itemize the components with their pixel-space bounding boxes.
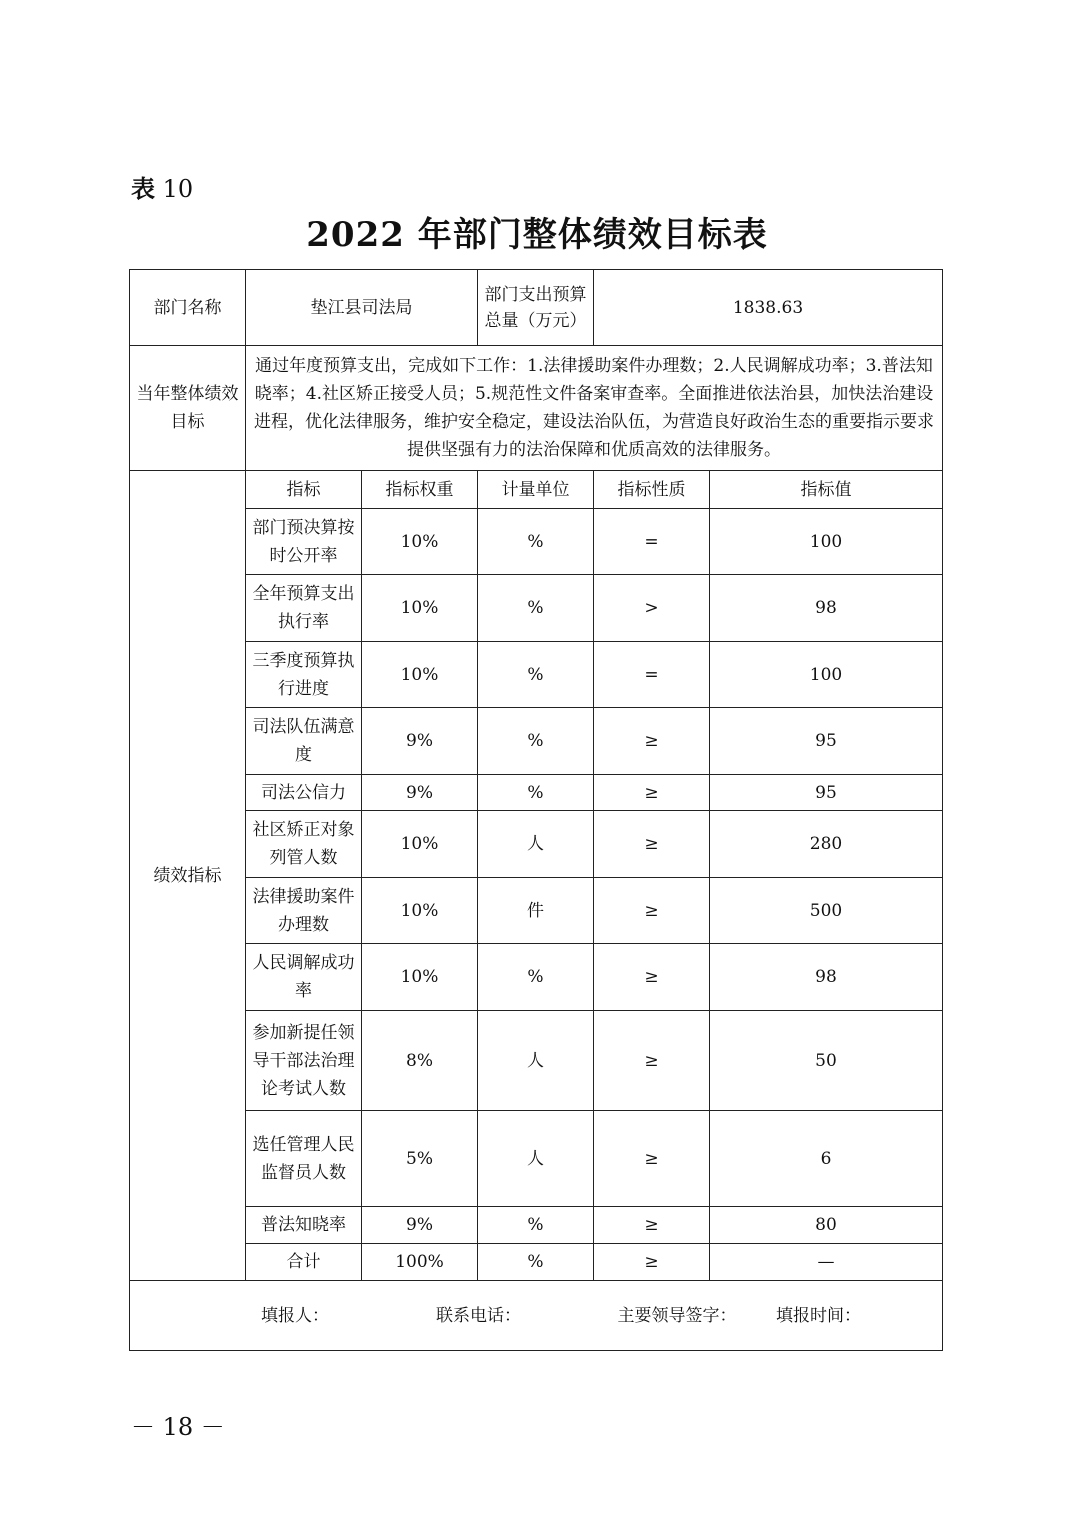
leader-sign-label: 主要领导签字： bbox=[617, 1305, 737, 1326]
indicator-unit: % bbox=[478, 642, 594, 708]
indicator-nature: ≥ bbox=[594, 775, 710, 811]
indicator-weight: 10% bbox=[362, 811, 478, 878]
indicator-name: 部门预决算按时公开率 bbox=[246, 509, 362, 575]
indicator-weight: 8% bbox=[362, 1011, 478, 1111]
indicator-name: 司法公信力 bbox=[246, 775, 362, 811]
total-label: 合计 bbox=[246, 1244, 362, 1281]
indicator-name: 法律援助案件办理数 bbox=[246, 878, 362, 944]
header-value: 指标值 bbox=[710, 471, 943, 509]
indicator-name: 普法知晓率 bbox=[246, 1207, 362, 1244]
table-label-prefix: 表 bbox=[131, 175, 155, 203]
indicator-nature: = bbox=[594, 509, 710, 575]
footer-cell bbox=[130, 1281, 943, 1351]
budget-label: 部门支出预算总量（万元） bbox=[478, 270, 594, 346]
header-nature: 指标性质 bbox=[594, 471, 710, 509]
indicator-weight: 9% bbox=[362, 708, 478, 775]
header-weight: 指标权重 bbox=[362, 471, 478, 509]
indicator-unit: % bbox=[478, 944, 594, 1011]
filler-label: 填报人： bbox=[261, 1305, 329, 1326]
indicator-value: 280 bbox=[710, 811, 943, 878]
indicator-header-row bbox=[130, 471, 943, 509]
indicator-value: 6 bbox=[710, 1111, 943, 1207]
table-label bbox=[131, 174, 193, 204]
dept-name-label: 部门名称 bbox=[130, 270, 246, 346]
indicator-value: 100 bbox=[710, 642, 943, 708]
indicator-value: 500 bbox=[710, 878, 943, 944]
indicator-row bbox=[130, 1111, 943, 1207]
indicator-value: 95 bbox=[710, 775, 943, 811]
indicator-value: 100 bbox=[710, 509, 943, 575]
indicator-unit: 人 bbox=[478, 1011, 594, 1111]
footer-row bbox=[130, 1281, 943, 1351]
indicator-value: 98 bbox=[710, 944, 943, 1011]
total-weight: 100% bbox=[362, 1244, 478, 1281]
indicator-nature: ≥ bbox=[594, 1011, 710, 1111]
indicator-nature: ≥ bbox=[594, 878, 710, 944]
indicator-nature: = bbox=[594, 642, 710, 708]
indicator-row bbox=[130, 775, 943, 811]
dept-name-value: 垫江县司法局 bbox=[246, 270, 478, 346]
indicator-name: 人民调解成功率 bbox=[246, 944, 362, 1011]
indicator-row bbox=[130, 878, 943, 944]
indicator-weight: 10% bbox=[362, 509, 478, 575]
goal-row bbox=[130, 346, 943, 471]
header-indicator: 指标 bbox=[246, 471, 362, 509]
indicator-nature: ≥ bbox=[594, 708, 710, 775]
indicator-weight: 5% bbox=[362, 1111, 478, 1207]
indicator-weight: 10% bbox=[362, 575, 478, 642]
indicator-value: 50 bbox=[710, 1011, 943, 1111]
page-number: － 18 － bbox=[131, 1413, 225, 1441]
performance-target-table bbox=[129, 269, 943, 1351]
indicator-name: 社区矫正对象列管人数 bbox=[246, 811, 362, 878]
indicator-unit: 件 bbox=[478, 878, 594, 944]
indicator-name: 三季度预算执行进度 bbox=[246, 642, 362, 708]
indicator-name: 全年预算支出执行率 bbox=[246, 575, 362, 642]
indicator-nature: ≥ bbox=[594, 811, 710, 878]
indicator-weight: 10% bbox=[362, 878, 478, 944]
indicator-weight: 10% bbox=[362, 944, 478, 1011]
goal-label: 当年整体绩效目标 bbox=[130, 346, 246, 471]
indicator-row bbox=[130, 1207, 943, 1244]
indicator-weight: 9% bbox=[362, 775, 478, 811]
total-unit: % bbox=[478, 1244, 594, 1281]
indicator-name: 司法队伍满意度 bbox=[246, 708, 362, 775]
indicator-row bbox=[130, 708, 943, 775]
indicator-value: 98 bbox=[710, 575, 943, 642]
indicator-nature: > bbox=[594, 575, 710, 642]
indicator-unit: % bbox=[478, 775, 594, 811]
phone-label: 联系电话： bbox=[436, 1305, 521, 1326]
indicator-value: 80 bbox=[710, 1207, 943, 1244]
indicator-weight: 10% bbox=[362, 642, 478, 708]
indicator-unit: % bbox=[478, 509, 594, 575]
fill-date-label: 填报时间： bbox=[776, 1305, 861, 1326]
indicator-row bbox=[130, 642, 943, 708]
indicator-value: 95 bbox=[710, 708, 943, 775]
indicator-section-label: 绩效指标 bbox=[130, 471, 246, 1281]
indicator-nature: ≥ bbox=[594, 1111, 710, 1207]
budget-value: 1838.63 bbox=[594, 270, 943, 346]
indicator-nature: ≥ bbox=[594, 1207, 710, 1244]
table-label-number: 10 bbox=[155, 175, 194, 203]
indicator-name: 参加新提任领导干部法治理论考试人数 bbox=[246, 1011, 362, 1111]
indicator-row bbox=[130, 811, 943, 878]
document-title: 2022 年部门整体绩效目标表 bbox=[306, 215, 768, 255]
indicator-name: 选任管理人民监督员人数 bbox=[246, 1111, 362, 1207]
goal-text: 通过年度预算支出，完成如下工作：1.法律援助案件办理数；2.人民调解成功率；3.普法知晓率；4.社区矫正接受人员；5.规范性文件备案审查率。全面推进依法治县，加快法治建设进程，优化法律服务，维护安全稳定，建设法治队伍，为营造良好政治生态的重要指示要求提供坚强有力的法治保障和优质高效的法律服务。 bbox=[246, 346, 943, 471]
indicator-unit: % bbox=[478, 575, 594, 642]
total-value: — bbox=[710, 1244, 943, 1281]
indicator-row bbox=[130, 509, 943, 575]
indicator-row bbox=[130, 1011, 943, 1111]
indicator-weight: 9% bbox=[362, 1207, 478, 1244]
indicator-row bbox=[130, 575, 943, 642]
indicator-unit: 人 bbox=[478, 1111, 594, 1207]
total-nature: ≥ bbox=[594, 1244, 710, 1281]
indicator-unit: % bbox=[478, 708, 594, 775]
total-row bbox=[130, 1244, 943, 1281]
indicator-unit: 人 bbox=[478, 811, 594, 878]
indicator-unit: % bbox=[478, 1207, 594, 1244]
dept-info-row bbox=[130, 270, 943, 346]
indicator-nature: ≥ bbox=[594, 944, 710, 1011]
indicator-row bbox=[130, 944, 943, 1011]
header-unit: 计量单位 bbox=[478, 471, 594, 509]
